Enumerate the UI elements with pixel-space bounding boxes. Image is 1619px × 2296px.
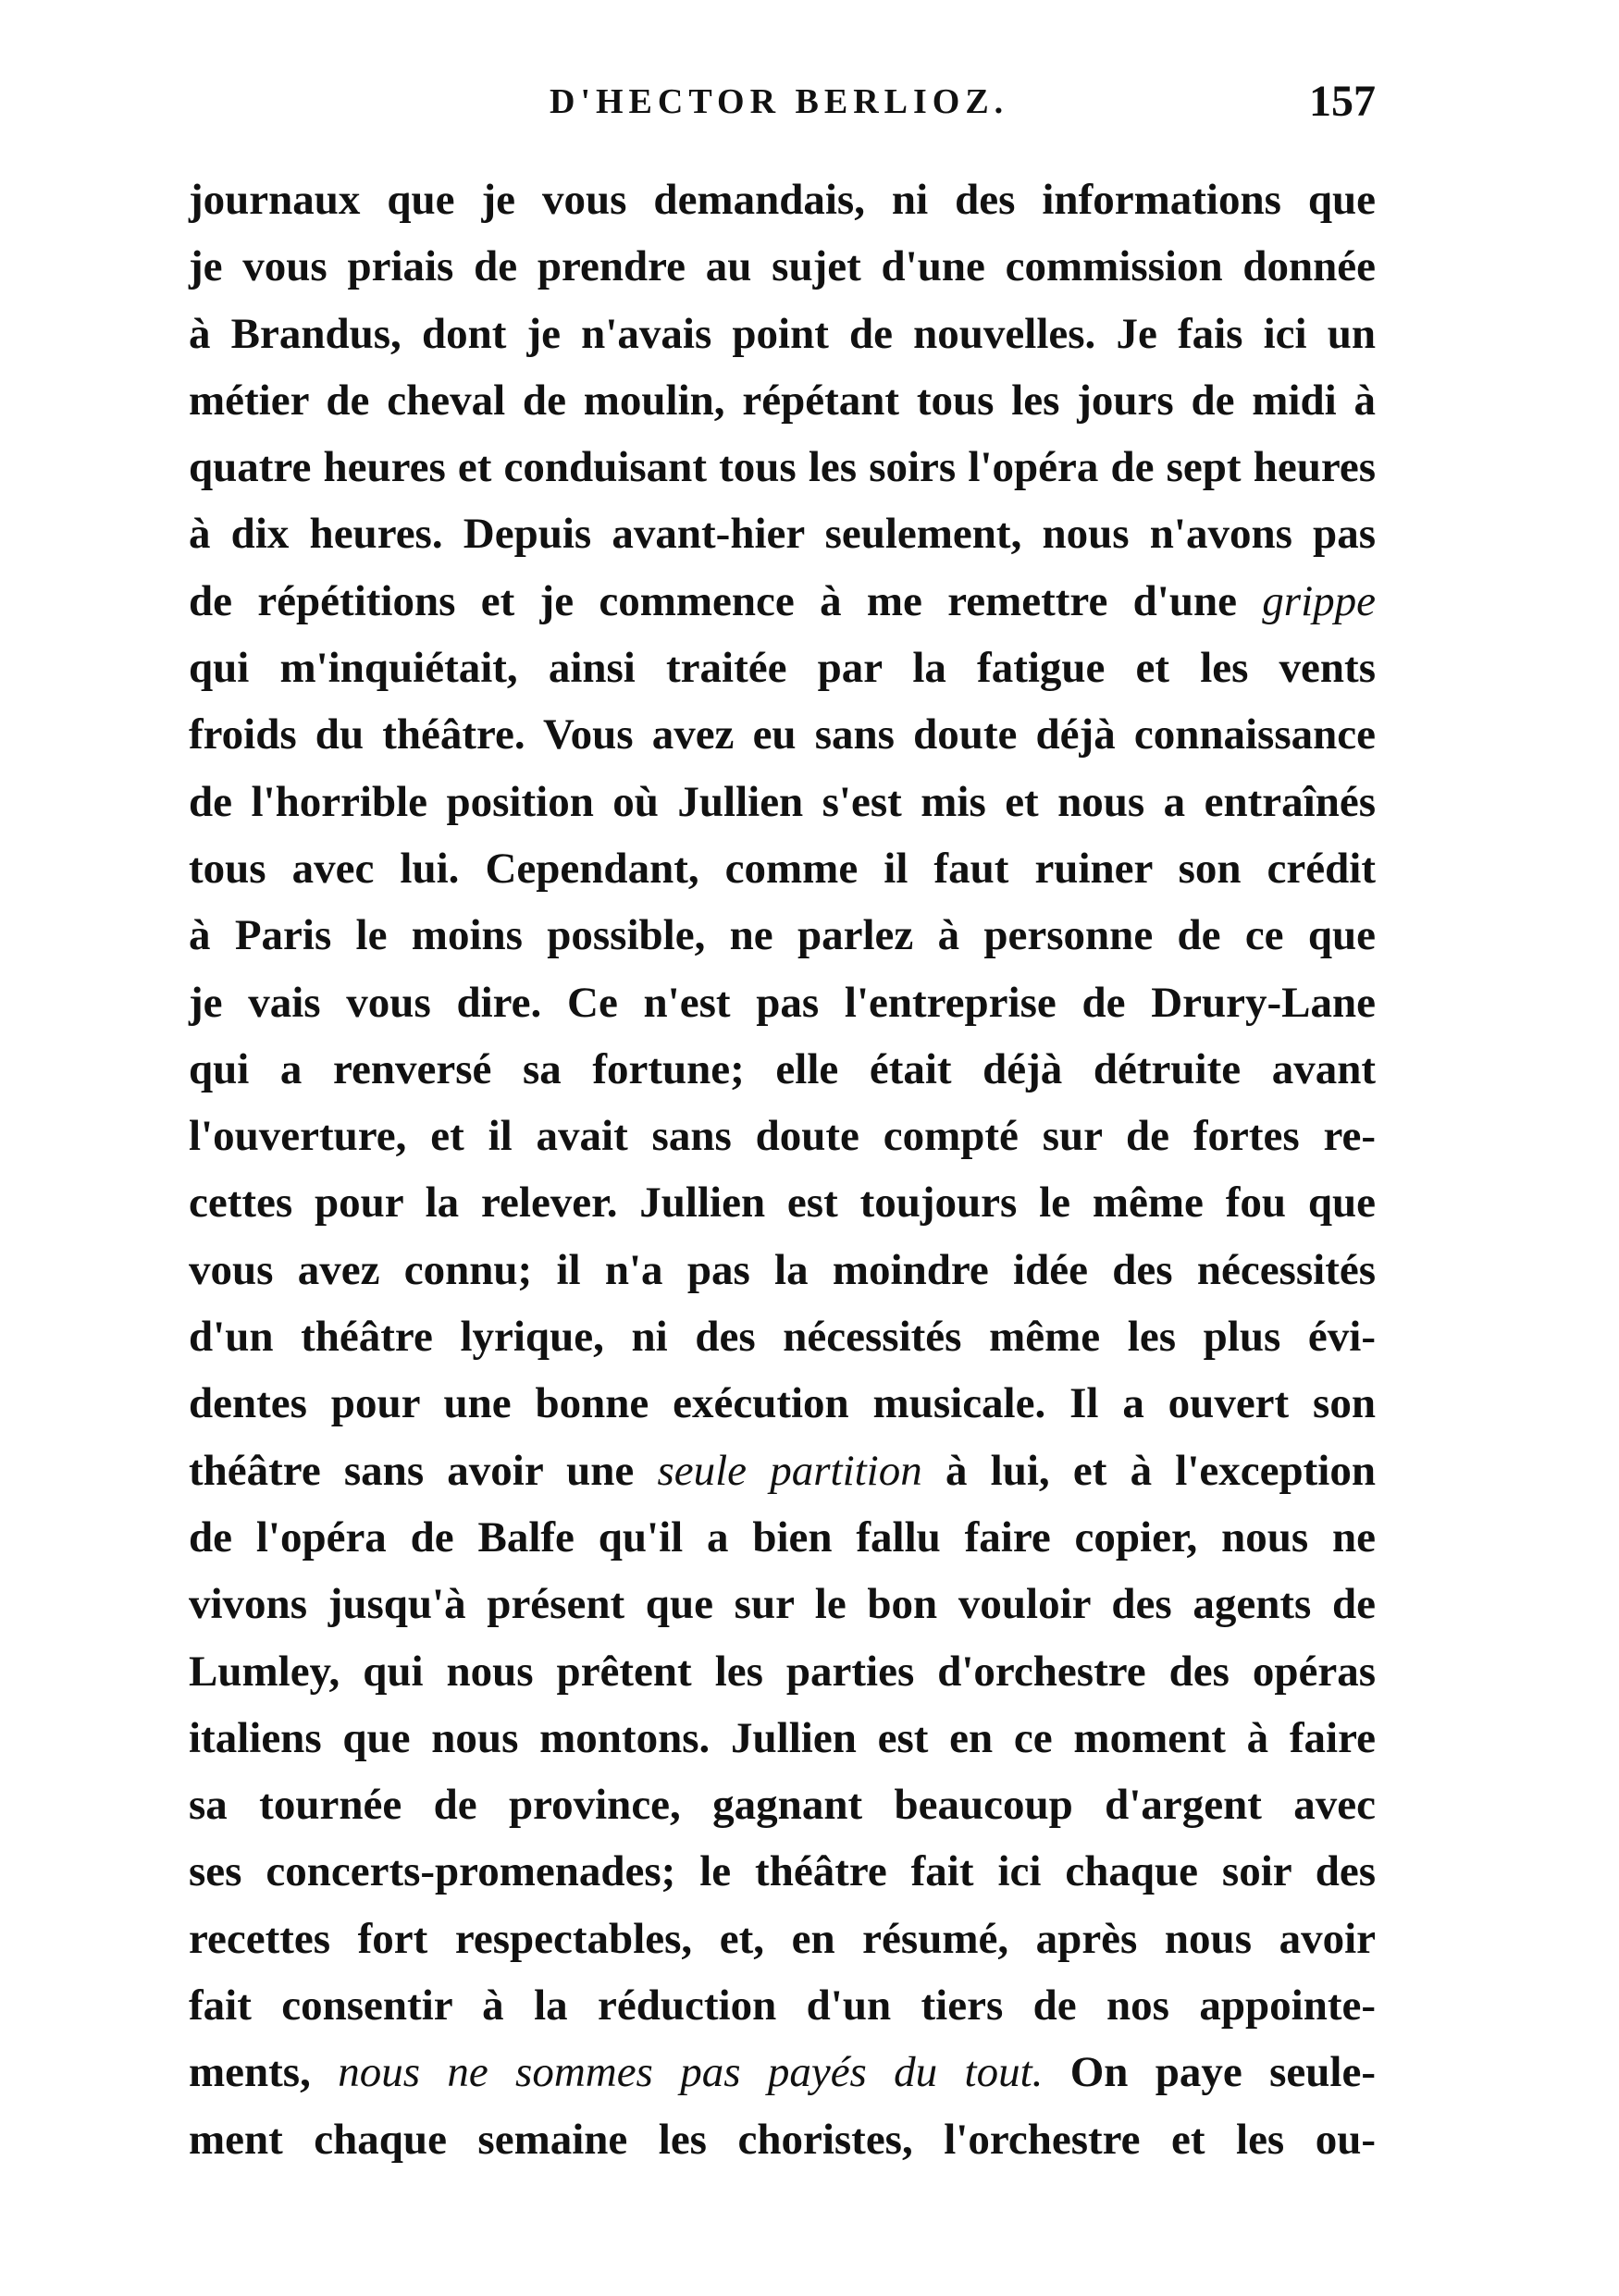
text-line: [189, 1303, 1376, 1370]
page-header: [189, 77, 1376, 137]
text-segment: de l'horrible position où Jullien s'est mis et nous a entraînés: [189, 777, 1376, 826]
text-segment: ment chaque semaine les choristes, l'orchestre et les ou-: [189, 2115, 1376, 2164]
text-segment: métier de cheval de moulin, répétant tous les jours de midi à: [189, 376, 1376, 425]
text-line: [189, 2039, 1376, 2105]
text-segment: quatre heures et conduisant tous les soirs l'opéra de sept heures: [189, 443, 1376, 492]
text-line: [189, 1638, 1376, 1705]
text-line: [189, 500, 1376, 567]
text-line: [189, 1438, 1376, 1504]
text-line: [189, 568, 1376, 635]
text-segment: à Brandus, dont je n'avais point de nouvelles. Je fais ici un: [189, 309, 1376, 358]
text-segment: dentes pour une bonne exécution musicale. Il a ouvert son: [189, 1379, 1376, 1428]
text-segment: à Paris le moins possible, ne parlez à personne de ce que: [189, 911, 1376, 960]
text-segment: italiens que nous montons. Jullien est en ce moment à faire: [189, 1713, 1376, 1762]
text-segment: ses concerts-promenades; le théâtre fait ici chaque soir des: [189, 1847, 1376, 1896]
text-segment: qui a renversé sa fortune; elle était déjà détruite avant: [189, 1044, 1376, 1093]
text-line: [189, 769, 1376, 835]
text-line: [189, 635, 1376, 701]
text-segment: froids du théâtre. Vous avez eu sans doute déjà connaissance: [189, 710, 1376, 759]
text-line: [189, 1504, 1376, 1571]
text-segment: vous avez connu; il n'a pas la moindre idée des nécessités: [189, 1245, 1376, 1294]
text-segment: je vais vous dire. Ce n'est pas l'entreprise de Drury-Lane: [189, 978, 1376, 1027]
text-line: [189, 434, 1376, 500]
text-segment: de répétitions et je commence à me remettre d'une: [189, 576, 1263, 625]
text-segment: Lumley, qui nous prêtent les parties d'orchestre des opéras: [189, 1647, 1376, 1696]
text-line: [189, 1036, 1376, 1103]
text-line: [189, 301, 1376, 367]
text-line: [189, 1103, 1376, 1169]
text-segment: tous avec lui. Cependant, comme il faut ruiner son crédit: [189, 844, 1376, 893]
page-number: 157: [1309, 77, 1376, 126]
text-segment: l'ouverture, et il avait sans doute compté sur de fortes re-: [189, 1112, 1376, 1161]
italic-text: grippe: [1262, 576, 1376, 625]
text-line: [189, 1370, 1376, 1437]
italic-text: seule partition: [657, 1446, 922, 1495]
text-segment: On paye seule-: [1043, 2048, 1376, 2097]
text-segment: à lui, et à l'exception: [921, 1446, 1376, 1495]
text-segment: vivons jusqu'à présent que sur le bon vouloir des agents de: [189, 1580, 1376, 1629]
text-line: [189, 969, 1376, 1036]
text-segment: d'un théâtre lyrique, ni des nécessités même les plus évi-: [189, 1313, 1376, 1362]
italic-text: nous ne sommes pas payés du tout.: [338, 2048, 1044, 2097]
text-segment: journaux que je vous demandais, ni des informations que: [189, 176, 1376, 224]
text-line: [189, 1705, 1376, 1771]
text-segment: théâtre sans avoir une: [189, 1446, 658, 1495]
text-line: [189, 1972, 1376, 2039]
text-segment: je vous priais de prendre au sujet d'une commission donnée: [189, 242, 1376, 291]
text-segment: fait consentir à la réduction d'un tiers de nos appointe-: [189, 1981, 1376, 2031]
text-line: [189, 233, 1376, 300]
text-line: [189, 1169, 1376, 1236]
text-line: [189, 1571, 1376, 1637]
text-line: [189, 835, 1376, 902]
text-line: [189, 167, 1376, 233]
text-segment: sa tournée de province, gagnant beaucoup d'argent avec: [189, 1781, 1376, 1830]
text-line: [189, 1771, 1376, 1838]
text-segment: cettes pour la relever. Jullien est toujours le même fou que: [189, 1179, 1376, 1228]
body-text: [189, 167, 1376, 2173]
text-segment: qui m'inquiétait, ainsi traitée par la fatigue et les vents: [189, 644, 1376, 693]
text-line: [189, 367, 1376, 434]
running-title: D'HECTOR BERLIOZ.: [550, 82, 1009, 121]
text-segment: à dix heures. Depuis avant-hier seulement, nous n'avons pas: [189, 510, 1376, 559]
text-line: [189, 902, 1376, 969]
text-line: [189, 2106, 1376, 2173]
text-segment: ments,: [189, 2048, 339, 2097]
text-line: [189, 1838, 1376, 1905]
text-segment: de l'opéra de Balfe qu'il a bien fallu faire copier, nous ne: [189, 1512, 1376, 1562]
text-line: [189, 1906, 1376, 1972]
text-line: [189, 1237, 1376, 1303]
text-segment: recettes fort respectables, et, en résumé, après nous avoir: [189, 1914, 1376, 1963]
text-line: [189, 701, 1376, 768]
